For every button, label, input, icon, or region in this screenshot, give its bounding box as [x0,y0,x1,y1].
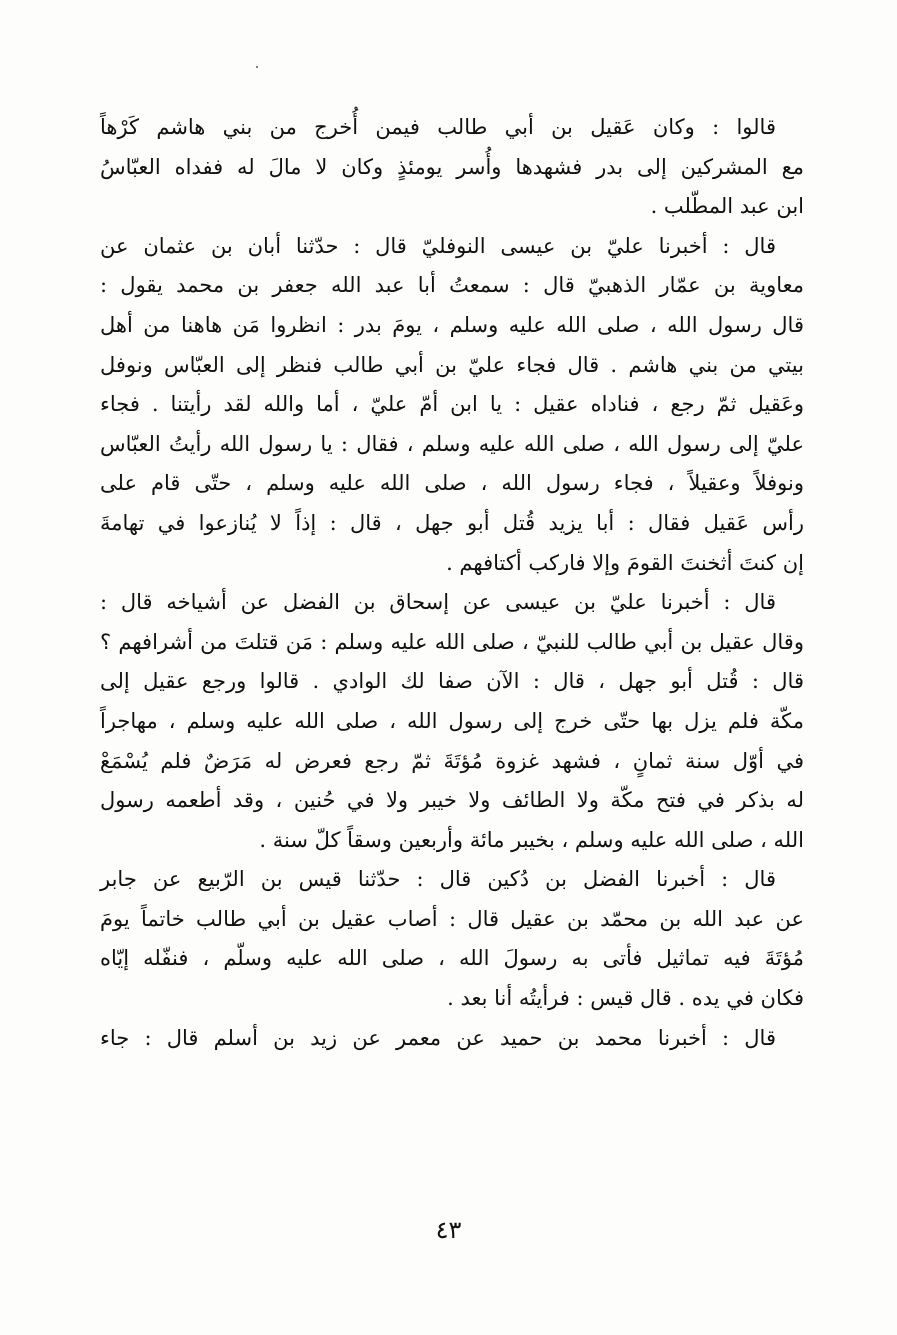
text-line: مكّة فلم يزل بها حتّى خرج إلى رسول الله ، صلى الله عليه وسلم ، مهاجراً [100,708,804,733]
text-line: ونوفلاً وعقيلاً ، فجاء رسول الله ، صلى الله عليه وسلم ، حتّى قام على [100,471,804,496]
text-line: قال : أخبرنا الفضل بن دُكين قال : حدّثنا قيس بن الرّبيع عن جابر [100,867,776,892]
text-line: له بذكر في فتح مكّة ولا الطائف ولا خيبر ولا في حُنين ، وقد أطعمه رسول [100,788,804,813]
text-line: عن عبد الله بن محمّد بن عقيل قال : أصاب عقيل بن أبي طالب خاتماً يومَ [100,906,804,931]
text-line: مع المشركين إلى بدر فشهدها وأُسر يومئذٍ وكان لا مالَ له ففداه العبّاسُ [100,154,804,179]
page-number: ٤٣ [435,1216,462,1244]
scan-speck [256,66,258,68]
text-line: الله ، صلى الله عليه وسلم ، بخيبر مائة وأربعين وسقاً كلّ سنة . [259,827,804,852]
text-line: بيتي من بني هاشم . قال فجاء عليّ بن أبي طالب فنظر إلى العبّاس ونوفل [100,352,804,377]
text-line: وقال عقيل بن أبي طالب للنبيّ ، صلى الله عليه وسلم : مَن قتلتَ من أشرافهم ؟ [100,629,804,654]
text-line: قال : أخبرنا عليّ بن عيسى النوفليّ قال : حدّثنا أبان بن عثمان عن [100,233,776,258]
text-line: قال : أخبرنا عليّ بن عيسى عن إسحاق بن الفضل عن أشياخه قال : [100,590,776,615]
body-text [100,108,804,1058]
text-line: فكان في يده . قال قيس : فرأيتُه أنا بعد . [447,986,804,1011]
text-line: ابن عبد المطّلب . [650,194,804,219]
text-line: معاوية بن عمّار الذهبيّ قال : سمعتُ أبا عبد الله جعفر بن محمد يقول : [100,273,804,298]
text-line: قال : أخبرنا محمد بن حميد عن معمر عن زيد بن أسلم قال : جاء [100,1025,776,1050]
text-line: في أوّل سنة ثمانٍ ، فشهد غزوة مُؤتَةَ ثمّ رجع فعرض له مَرَضٌ فلم يُسْمَعْ [100,748,804,773]
text-line: إن كنتَ أثخنتَ القومَ وإلا فاركب أكتافهم . [446,550,804,575]
text-line: رأس عَقيل فقال : أبا يزيد قُتل أبو جهل ، قال : إذاً لا يُنازعوا في تهامةَ [100,510,804,535]
text-line: مُؤتَةَ فيه تماثيل فأتى به رسولَ الله ، صلى الله عليه وسلّم ، فنفّله إيّاه [100,946,804,971]
text-line: قالوا : وكان عَقيل بن أبي طالب فيمن أُخرج من بني هاشم كَرْهاً [100,115,776,139]
text-line: قال : قُتل أبو جهل ، قال : الآن صفا لك الوادي . قالوا ورجع عقيل إلى [100,669,804,694]
text-line: قال رسول الله ، صلى الله عليه وسلم ، يومَ بدر : انظروا مَن هاهنا من أهل [100,312,804,337]
text-line: وعَقيل ثمّ رجع ، فناداه عقيل : يا ابن أمّ عليّ ، أما والله لقد رأيتنا . فجاء [100,392,804,417]
text-line: عليّ إلى رسول الله ، صلى الله عليه وسلم ، فقال : يا رسول الله رأيتُ العبّاس [100,431,804,456]
